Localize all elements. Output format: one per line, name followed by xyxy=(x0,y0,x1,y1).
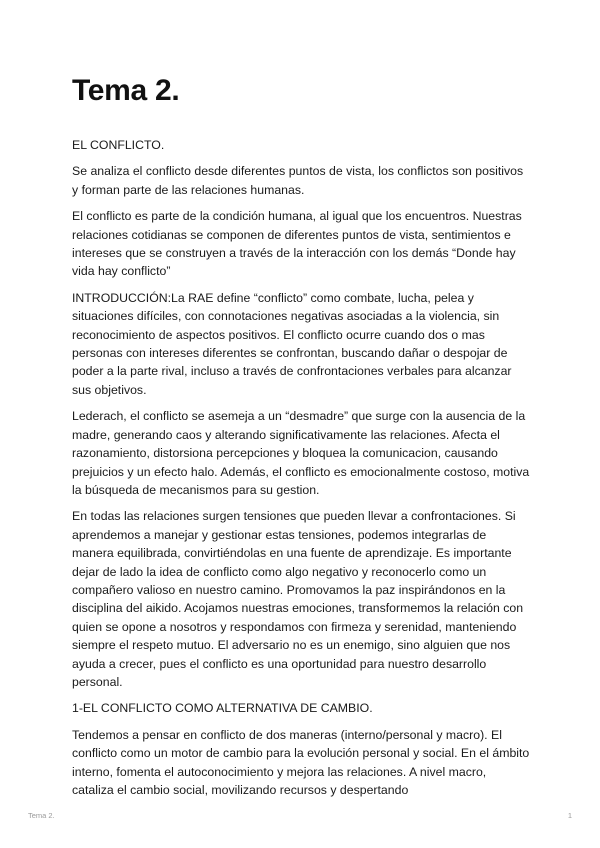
body-text xyxy=(72,136,530,807)
paragraph: Tendemos a pensar en conflicto de dos maneras (interno/personal y macro). El conflicto como un motor de cambio para la evolución personal y social. En el ámbito interno, fomenta el autoconocimiento y mejora las relaciones. A nivel macro, cataliza el cambio social, movilizando recursos y despertando xyxy=(72,727,530,797)
page-title: Tema 2. xyxy=(72,74,180,107)
paragraph: Se analiza el conflicto desde diferentes puntos de vista, los conflictos son positivos y forman parte de las relaciones humanas. xyxy=(72,164,524,197)
paragraph: El conflicto es parte de la condición humana, al igual que los encuentros. Nuestras relaciones cotidianas se componen de diferentes puntos de vista, sentimientos e intereses que se construyen a través de la interacción con los demás “Donde hay vida hay conflicto” xyxy=(72,209,522,279)
section-heading-conflicto: EL CONFLICTO. xyxy=(72,138,165,152)
paragraph: En todas las relaciones surgen tensiones que pueden llevar a confrontaciones. Si aprendemos a manejar y gestionar estas tensiones, podemos integrarlas de manera equilibrada, convirtiéndolas en una fuente de aprendizaje. Es importante dejar de lado la idea de conflicto como algo negativo y reconocerlo como un compañero valioso en nuestro camino. Promovamos la paz inspirándonos en la disciplina del aikido. Acojamos nuestras emociones, transformemos la relación con quien se opone a nosotros y respondamos con firmeza y serenidad, manteniendo siempre el respeto mutuo. El adversario no es un enemigo, sino alguien que nos ayuda a crecer, pues el conflicto es una oportunidad para nuestro desarrollo personal. xyxy=(72,509,524,689)
footer-title: Tema 2. xyxy=(28,811,55,820)
page-number: 1 xyxy=(567,811,572,820)
paragraph: INTRODUCCIÓN:La RAE define “conflicto” como combate, lucha, pelea y situaciones difíciles, con connotaciones negativas asociadas a la violencia, sin reconocimiento de aspectos positivos. El conflicto ocurre cuando dos o mas personas con intereses diferentes se confrontan, buscando dañar o despojar de poder a la parte rival, incluso a través de confrontaciones verbales para alcanzar sus objetivos. xyxy=(72,290,512,397)
paragraph: Lederach, el conflicto se asemeja a un “desmadre” que surge con la ausencia de la madre, generando caos y alterando significativamente las relaciones. Afecta el razonamiento, distorsiona percepciones y bloquea la comunicacion, causando prejuicios y un efecto halo. Además, el conflicto es emocionalmente costoso, motiva la búsqueda de mecanismos para su gestion. xyxy=(72,409,530,497)
section-heading-cambio: 1-EL CONFLICTO COMO ALTERNATIVA DE CAMBIO. xyxy=(72,701,373,716)
